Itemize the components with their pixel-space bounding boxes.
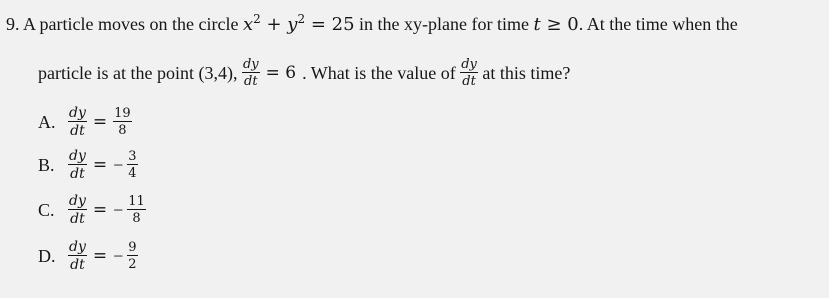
choice-numerator: 19 (114, 106, 131, 121)
choice-sign: − (113, 154, 124, 175)
equals-sign: = (92, 246, 108, 266)
choice-letter: C. (38, 199, 55, 220)
choice-sign: − (113, 245, 124, 266)
dy-dt-fraction: $\frac{dy}{dt}$ (242, 57, 259, 89)
choice-denominator: 8 (132, 211, 141, 226)
question-number: 9. (6, 14, 20, 34)
question-line-1 (6, 12, 738, 35)
choice-value-fraction (127, 195, 146, 225)
question-text-d: particle is at the point (38, 62, 194, 83)
choice-lhs-fraction: $\frac{dy}{dt}$ (69, 148, 86, 182)
choice-c[interactable] (38, 194, 146, 226)
dx-dt-fraction: $\frac{dy}{dt}$ (461, 57, 477, 89)
circle-equation: $x^2 + y^2 = 25$ (242, 12, 355, 35)
choice-value-fraction (113, 107, 132, 137)
time-condition: t ≥ 0 (533, 14, 579, 35)
choice-letter: A. (38, 111, 56, 132)
equals-sign: = (92, 155, 108, 175)
choice-lhs-fraction: $\frac{dy}{dt}$ (69, 193, 86, 227)
choice-lhs-fraction: $\frac{dy}{dt}$ (69, 105, 86, 139)
choice-b[interactable] (38, 149, 138, 181)
choice-denominator: 4 (128, 166, 137, 181)
choice-a[interactable] (38, 106, 132, 138)
question-text-c: . At the time when the (578, 14, 738, 34)
question-text-b: in the xy-plane for time (359, 14, 529, 34)
choice-denominator: 2 (128, 257, 137, 272)
choice-numerator: 9 (128, 240, 137, 255)
choice-letter: D. (38, 245, 56, 266)
question-line-2 (38, 58, 570, 88)
choice-value-fraction (127, 241, 137, 271)
choice-numerator: 11 (128, 194, 145, 209)
given-rate: = 6 (265, 63, 297, 83)
choice-numerator: 3 (128, 149, 137, 164)
question-text-f: at this time? (482, 62, 571, 83)
choice-d[interactable] (38, 240, 138, 272)
choice-lhs-fraction: $\frac{dy}{dt}$ (69, 239, 86, 273)
choice-denominator: 8 (118, 123, 127, 138)
choice-sign: − (113, 199, 124, 220)
choice-letter: B. (38, 154, 55, 175)
question-text-a: A particle moves on the circle (23, 14, 239, 34)
point-coordinates: (3,4), (198, 62, 238, 83)
question-text-e: . What is the value of (302, 62, 456, 83)
equals-sign: = (92, 200, 108, 220)
equals-sign: = (92, 112, 108, 132)
choice-value-fraction (127, 150, 137, 180)
